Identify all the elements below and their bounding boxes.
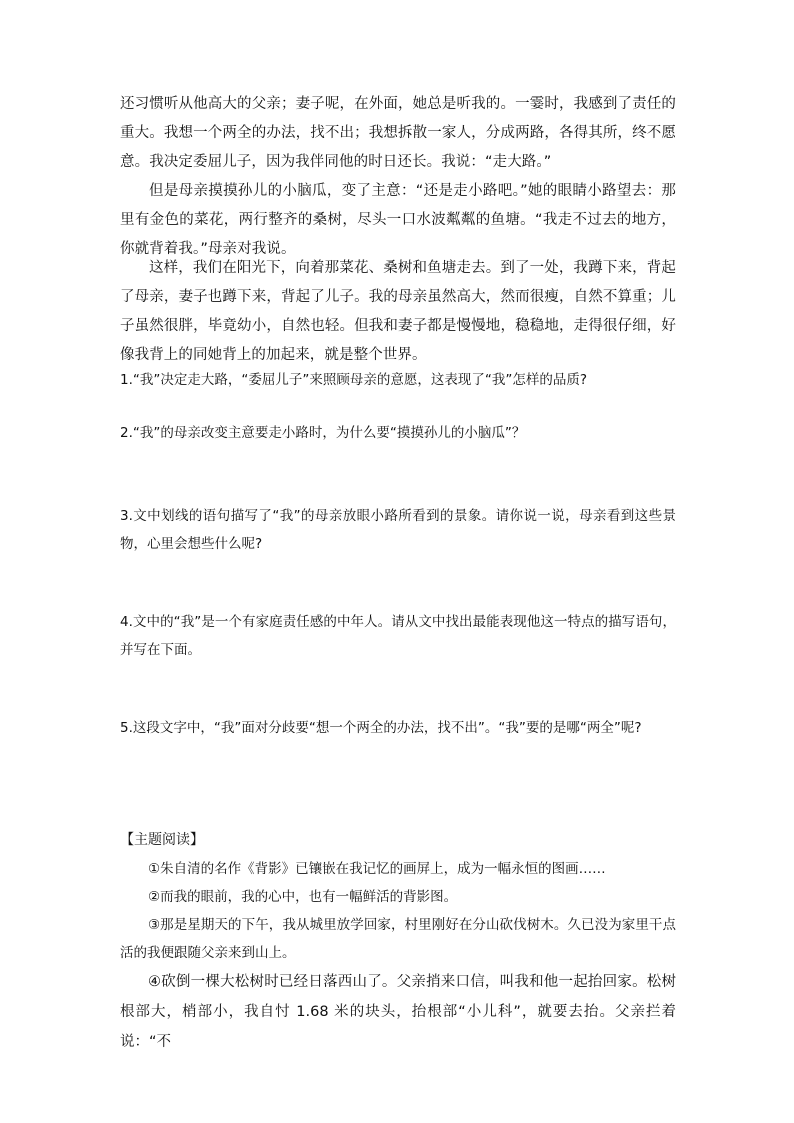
theme-reading-heading: 【主题阅读】	[120, 832, 204, 848]
story-paragraph-2: 但是母亲摸摸孙儿的小脑瓜，变了主意：“还是走小路吧。”她的眼睛小路望去：那里有金色的菜花，两行整齐的桑树，尽头一口水波粼粼的鱼塘。“我走不过去的地方，你就背着我。”母亲对我说。	[120, 183, 676, 257]
question-5: 5.这段文字中，“我”面对分歧要“想一个两全的办法，找不出”。“我”要的是哪“两全”呢?	[120, 720, 642, 736]
theme-paragraph-3: ③那是星期天的下午，我从城里放学回家，村里刚好在分山砍伐树木。久已没为家里干点活的我便跟随父亲来到山上。	[120, 917, 676, 961]
question-3: 3.文中划线的语句描写了“我”的母亲放眼小路所看到的景象。请你说一说，母亲看到这些景物，心里会想些什么呢?	[120, 508, 676, 552]
question-2: 2.“我”的母亲改变主意要走小路时，为什么要“摸摸孙儿的小脑瓜”？	[120, 425, 526, 441]
question-4: 4.文中的“我”是一个有家庭责任感的中年人。请从文中找出最能表现他这一特点的描写语句，并写在下面。	[120, 614, 676, 658]
theme-paragraph-1: ①朱自清的名作《背影》已镶嵌在我记忆的画屏上，成为一幅永恒的图画……	[148, 861, 606, 877]
story-paragraph-1: 还习惯听从他高大的父亲；妻子呢，在外面，她总是听我的。一霎时，我感到了责任的重大。我想一个两全的办法，找不出；我想拆散一家人，分成两路，各得其所，终不愿意。我决定委屈儿子，因为我伴同他的时日还长。我说：“走大路。”	[120, 96, 676, 170]
story-paragraph-3: 这样，我们在阳光下，向着那菜花、桑树和鱼塘走去。到了一处，我蹲下来，背起了母亲，妻子也蹲下来，背起了儿子。我的母亲虽然高大，然而很瘦，自然不算重；儿子虽然很胖，毕竟幼小，自然也轻。但我和妻子都是慢慢地，稳稳地，走得很仔细，好像我背上的同她背上的加起来，就是整个世界。	[120, 260, 676, 363]
theme-paragraph-2: ②而我的眼前，我的心中，也有一幅鲜活的背影图。	[148, 889, 458, 905]
question-1: 1.“我”决定走大路，“委屈儿子”来照顾母亲的意愿，这表现了“我”怎样的品质?	[120, 372, 588, 388]
theme-paragraph-4: ④砍倒一棵大松树时已经日落西山了。父亲捎来口信，叫我和他一起抬回家。松树根部大，梢部小，我自忖 1.68 米的块头，抬根部“小儿科”，就要去抬。父亲拦着说：“不	[120, 974, 676, 1050]
